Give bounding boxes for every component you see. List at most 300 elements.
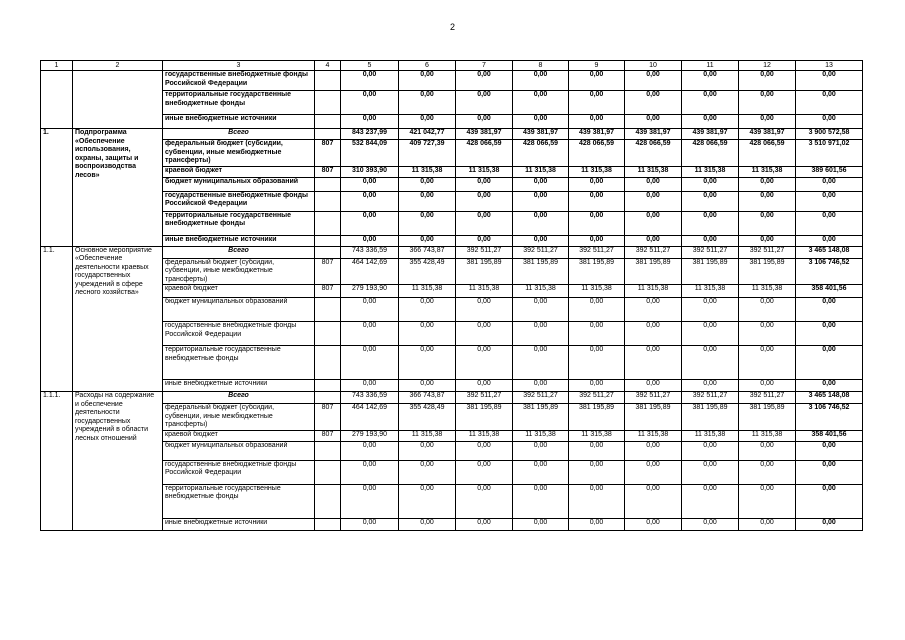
amount-cell: 279 193,90: [341, 430, 399, 441]
amount-cell: 0,00: [682, 211, 739, 235]
amount-cell: 0,00: [739, 177, 796, 191]
budget-code: [315, 484, 341, 518]
amount-cell: 0,00: [682, 322, 739, 346]
amount-cell: 11 315,38: [513, 430, 569, 441]
amount-cell: 0,00: [456, 211, 513, 235]
source-label: федеральный бюджет (субсидии, субвенции, иные межбюджетные трансферты): [163, 404, 315, 431]
amount-cell: 0,00: [682, 518, 739, 530]
amount-cell: 0,00: [625, 177, 682, 191]
amount-cell: 0,00: [625, 380, 682, 392]
table-row: [41, 392, 863, 404]
column-number-header: 4: [315, 61, 341, 71]
amount-cell: 381 195,89: [625, 404, 682, 431]
amount-cell: 392 511,27: [682, 246, 739, 258]
amount-cell: 11 315,38: [569, 166, 625, 177]
item-name-cell: [73, 71, 163, 129]
budget-code: [315, 518, 341, 530]
column-number-header: 2: [73, 61, 163, 71]
amount-cell: 355 428,49: [399, 404, 456, 431]
budget-code: 807: [315, 140, 341, 167]
amount-cell: 11 315,38: [682, 166, 739, 177]
amount-cell: 0,00: [739, 235, 796, 246]
amount-cell: 392 511,27: [739, 246, 796, 258]
budget-code: 807: [315, 285, 341, 298]
budget-code: [315, 115, 341, 129]
amount-cell: 11 315,38: [399, 166, 456, 177]
amount-cell: 392 511,27: [513, 392, 569, 404]
amount-cell: 0,00: [456, 460, 513, 484]
amount-cell: 0,00: [456, 484, 513, 518]
amount-cell: 0,00: [513, 518, 569, 530]
table-row: [41, 258, 863, 285]
amount-cell: 0,00: [341, 441, 399, 460]
page-number: 2: [449, 22, 455, 32]
amount-cell: 439 381,97: [513, 129, 569, 140]
amount-cell: 0,00: [796, 91, 863, 115]
amount-cell: 428 066,59: [682, 140, 739, 167]
source-label: государственные внебюджетные фонды Российской Федерации: [163, 460, 315, 484]
amount-cell: 0,00: [513, 115, 569, 129]
amount-cell: 409 727,39: [399, 140, 456, 167]
amount-cell: 0,00: [569, 298, 625, 322]
column-number-header: 9: [569, 61, 625, 71]
amount-cell: 0,00: [796, 460, 863, 484]
amount-cell: 0,00: [739, 380, 796, 392]
budget-code: [315, 71, 341, 91]
amount-cell: 0,00: [456, 346, 513, 380]
amount-cell: 0,00: [399, 211, 456, 235]
table-row: [41, 140, 863, 167]
amount-cell: 0,00: [569, 460, 625, 484]
table-row: [41, 346, 863, 380]
item-number-cell: [41, 71, 73, 129]
item-number: 1.1.1.: [41, 392, 73, 531]
amount-cell: 11 315,38: [569, 430, 625, 441]
amount-cell: 0,00: [739, 441, 796, 460]
amount-cell: 0,00: [569, 322, 625, 346]
amount-cell: 0,00: [399, 322, 456, 346]
amount-cell: 0,00: [456, 191, 513, 211]
amount-cell: 0,00: [682, 177, 739, 191]
amount-cell: 428 066,59: [456, 140, 513, 167]
amount-cell: 0,00: [796, 441, 863, 460]
table-row: [41, 430, 863, 441]
amount-cell: 381 195,89: [625, 258, 682, 285]
table-row: [41, 115, 863, 129]
amount-cell: 0,00: [513, 460, 569, 484]
table-row: [41, 191, 863, 211]
table-row: [41, 404, 863, 431]
amount-cell: 464 142,69: [341, 404, 399, 431]
amount-cell: 381 195,89: [569, 404, 625, 431]
amount-cell: 0,00: [796, 211, 863, 235]
amount-cell: 0,00: [569, 441, 625, 460]
amount-cell: 0,00: [625, 460, 682, 484]
amount-cell: 389 601,56: [796, 166, 863, 177]
amount-cell: 0,00: [625, 346, 682, 380]
amount-cell: 0,00: [456, 115, 513, 129]
budget-code: [315, 211, 341, 235]
amount-cell: 0,00: [399, 235, 456, 246]
amount-cell: 11 315,38: [456, 430, 513, 441]
amount-cell: 0,00: [739, 322, 796, 346]
amount-cell: 366 743,87: [399, 392, 456, 404]
amount-cell: 0,00: [569, 71, 625, 91]
amount-cell: 0,00: [625, 518, 682, 530]
amount-cell: 0,00: [513, 322, 569, 346]
amount-cell: 0,00: [513, 484, 569, 518]
source-label: иные внебюджетные источники: [163, 115, 315, 129]
amount-cell: 0,00: [625, 71, 682, 91]
amount-cell: 0,00: [399, 115, 456, 129]
amount-cell: 0,00: [341, 177, 399, 191]
table-row: [41, 71, 863, 91]
budget-code: 807: [315, 258, 341, 285]
budget-table: [40, 60, 863, 531]
amount-cell: 0,00: [399, 460, 456, 484]
budget-code: [315, 246, 341, 258]
amount-cell: 0,00: [456, 441, 513, 460]
amount-cell: 0,00: [399, 346, 456, 380]
amount-cell: 428 066,59: [625, 140, 682, 167]
source-label: федеральный бюджет (субсидии, субвенции, иные межбюджетные трансферты): [163, 258, 315, 285]
amount-cell: 381 195,89: [682, 258, 739, 285]
amount-cell: 11 315,38: [739, 430, 796, 441]
amount-cell: 392 511,27: [569, 246, 625, 258]
amount-cell: 0,00: [569, 191, 625, 211]
amount-cell: 0,00: [682, 380, 739, 392]
amount-cell: 0,00: [513, 441, 569, 460]
amount-cell: 0,00: [456, 71, 513, 91]
table-row: [41, 518, 863, 530]
amount-cell: 439 381,97: [569, 129, 625, 140]
amount-cell: 0,00: [569, 115, 625, 129]
amount-cell: 0,00: [399, 298, 456, 322]
budget-code: [315, 91, 341, 115]
amount-cell: 0,00: [796, 346, 863, 380]
source-label: краевой бюджет: [163, 166, 315, 177]
amount-cell: 0,00: [739, 346, 796, 380]
budget-code: [315, 129, 341, 140]
source-label: иные внебюджетные источники: [163, 235, 315, 246]
amount-cell: 0,00: [796, 191, 863, 211]
amount-cell: 381 195,89: [739, 258, 796, 285]
amount-cell: 0,00: [399, 91, 456, 115]
amount-cell: 428 066,59: [739, 140, 796, 167]
amount-cell: 0,00: [625, 115, 682, 129]
amount-cell: 0,00: [399, 441, 456, 460]
amount-cell: 0,00: [399, 71, 456, 91]
amount-cell: 0,00: [739, 91, 796, 115]
amount-cell: 0,00: [682, 460, 739, 484]
header-row: [41, 61, 863, 71]
amount-cell: 0,00: [341, 115, 399, 129]
amount-cell: 366 743,87: [399, 246, 456, 258]
budget-code: [315, 322, 341, 346]
amount-cell: 381 195,89: [456, 404, 513, 431]
column-number-header: 12: [739, 61, 796, 71]
amount-cell: 0,00: [796, 298, 863, 322]
table-row: [41, 166, 863, 177]
amount-cell: 0,00: [682, 235, 739, 246]
amount-cell: 392 511,27: [456, 392, 513, 404]
amount-cell: 0,00: [569, 380, 625, 392]
amount-cell: 0,00: [739, 484, 796, 518]
amount-cell: 3 465 148,08: [796, 246, 863, 258]
amount-cell: 0,00: [796, 322, 863, 346]
source-label: иные внебюджетные источники: [163, 380, 315, 392]
column-number-header: 1: [41, 61, 73, 71]
amount-cell: 0,00: [513, 346, 569, 380]
amount-cell: 0,00: [513, 177, 569, 191]
amount-cell: 743 336,59: [341, 392, 399, 404]
source-label: бюджет муниципальных образований: [163, 441, 315, 460]
amount-cell: 0,00: [796, 115, 863, 129]
amount-cell: 0,00: [399, 191, 456, 211]
source-label: федеральный бюджет (субсидии, субвенции, иные межбюджетные трансферты): [163, 140, 315, 167]
table-row: [41, 211, 863, 235]
amount-cell: 0,00: [456, 380, 513, 392]
amount-cell: 11 315,38: [625, 285, 682, 298]
amount-cell: 11 315,38: [625, 166, 682, 177]
table-row: [41, 460, 863, 484]
budget-code: 807: [315, 430, 341, 441]
amount-cell: 0,00: [796, 484, 863, 518]
amount-cell: 310 393,90: [341, 166, 399, 177]
amount-cell: 11 315,38: [456, 166, 513, 177]
amount-cell: 0,00: [341, 346, 399, 380]
table-row: [41, 91, 863, 115]
total-label: Всего: [163, 129, 315, 140]
amount-cell: 0,00: [739, 71, 796, 91]
item-name: Подпрограмма «Обеспечение использования, охраны, защиты и воспроизводства лесов»: [73, 129, 163, 247]
amount-cell: 11 315,38: [399, 430, 456, 441]
amount-cell: 392 511,27: [456, 246, 513, 258]
amount-cell: 0,00: [625, 191, 682, 211]
amount-cell: 0,00: [625, 441, 682, 460]
amount-cell: 0,00: [796, 518, 863, 530]
amount-cell: 11 315,38: [513, 285, 569, 298]
table-row: [41, 441, 863, 460]
amount-cell: 0,00: [682, 115, 739, 129]
budget-code: 807: [315, 166, 341, 177]
table-row: [41, 129, 863, 140]
amount-cell: 428 066,59: [569, 140, 625, 167]
source-label: территориальные государственные внебюджетные фонды: [163, 346, 315, 380]
budget-code: [315, 441, 341, 460]
source-label: государственные внебюджетные фонды Российской Федерации: [163, 71, 315, 91]
item-name: Расходы на содержание и обеспечение деятельности государственных учреждений в области лесных отношений: [73, 392, 163, 531]
amount-cell: 0,00: [569, 177, 625, 191]
table-row: [41, 298, 863, 322]
amount-cell: 0,00: [513, 380, 569, 392]
amount-cell: 3 900 572,58: [796, 129, 863, 140]
amount-cell: 0,00: [739, 211, 796, 235]
amount-cell: 0,00: [569, 484, 625, 518]
amount-cell: 358 401,56: [796, 285, 863, 298]
table-body: [41, 61, 863, 531]
amount-cell: 0,00: [569, 518, 625, 530]
amount-cell: 392 511,27: [569, 392, 625, 404]
amount-cell: 0,00: [399, 177, 456, 191]
amount-cell: 0,00: [341, 71, 399, 91]
amount-cell: 0,00: [682, 441, 739, 460]
table-row: [41, 177, 863, 191]
amount-cell: 11 315,38: [739, 166, 796, 177]
amount-cell: 358 401,56: [796, 430, 863, 441]
amount-cell: 0,00: [399, 518, 456, 530]
amount-cell: 381 195,89: [569, 258, 625, 285]
item-number: 1.: [41, 129, 73, 247]
amount-cell: 0,00: [682, 298, 739, 322]
amount-cell: 0,00: [341, 518, 399, 530]
amount-cell: 3 510 971,02: [796, 140, 863, 167]
source-label: территориальные государственные внебюджетные фонды: [163, 211, 315, 235]
amount-cell: 0,00: [625, 322, 682, 346]
amount-cell: 0,00: [682, 191, 739, 211]
amount-cell: 392 511,27: [682, 392, 739, 404]
budget-code: [315, 346, 341, 380]
amount-cell: 439 381,97: [625, 129, 682, 140]
amount-cell: 381 195,89: [513, 258, 569, 285]
amount-cell: 0,00: [456, 298, 513, 322]
table-row: [41, 285, 863, 298]
amount-cell: 355 428,49: [399, 258, 456, 285]
amount-cell: 279 193,90: [341, 285, 399, 298]
amount-cell: 0,00: [513, 71, 569, 91]
amount-cell: 0,00: [341, 380, 399, 392]
amount-cell: 381 195,89: [739, 404, 796, 431]
amount-cell: 11 315,38: [739, 285, 796, 298]
amount-cell: 0,00: [739, 115, 796, 129]
source-label: территориальные государственные внебюджетные фонды: [163, 484, 315, 518]
amount-cell: 421 042,77: [399, 129, 456, 140]
amount-cell: 0,00: [456, 91, 513, 115]
amount-cell: 0,00: [341, 460, 399, 484]
amount-cell: 11 315,38: [625, 430, 682, 441]
table-row: [41, 235, 863, 246]
source-label: государственные внебюджетные фонды Российской Федерации: [163, 322, 315, 346]
amount-cell: 0,00: [569, 211, 625, 235]
amount-cell: 392 511,27: [739, 392, 796, 404]
item-number: 1.1.: [41, 246, 73, 392]
amount-cell: 0,00: [739, 518, 796, 530]
budget-code: 807: [315, 404, 341, 431]
source-label: краевой бюджет: [163, 430, 315, 441]
column-number-header: 13: [796, 61, 863, 71]
amount-cell: 11 315,38: [569, 285, 625, 298]
item-name: Основное мероприятие «Обеспечение деятельности краевых государственных учреждений в сфере лесного хозяйства»: [73, 246, 163, 392]
amount-cell: 0,00: [569, 346, 625, 380]
amount-cell: 464 142,69: [341, 258, 399, 285]
column-number-header: 10: [625, 61, 682, 71]
amount-cell: 0,00: [625, 211, 682, 235]
table-row: [41, 484, 863, 518]
amount-cell: 0,00: [682, 484, 739, 518]
source-label: бюджет муниципальных образований: [163, 177, 315, 191]
amount-cell: 0,00: [682, 71, 739, 91]
amount-cell: 0,00: [341, 484, 399, 518]
amount-cell: 0,00: [399, 380, 456, 392]
column-number-header: 5: [341, 61, 399, 71]
amount-cell: 0,00: [625, 235, 682, 246]
amount-cell: 0,00: [341, 298, 399, 322]
amount-cell: 3 106 746,52: [796, 258, 863, 285]
amount-cell: 0,00: [682, 346, 739, 380]
amount-cell: 392 511,27: [513, 246, 569, 258]
amount-cell: 0,00: [625, 91, 682, 115]
total-label: Всего: [163, 392, 315, 404]
amount-cell: 428 066,59: [513, 140, 569, 167]
budget-code: [315, 235, 341, 246]
table-row: [41, 246, 863, 258]
source-label: государственные внебюджетные фонды Российской Федерации: [163, 191, 315, 211]
amount-cell: 439 381,97: [682, 129, 739, 140]
amount-cell: 0,00: [399, 484, 456, 518]
total-label: Всего: [163, 246, 315, 258]
amount-cell: 0,00: [341, 211, 399, 235]
column-number-header: 8: [513, 61, 569, 71]
column-number-header: 11: [682, 61, 739, 71]
amount-cell: 0,00: [513, 298, 569, 322]
amount-cell: 0,00: [456, 518, 513, 530]
amount-cell: 0,00: [739, 298, 796, 322]
amount-cell: 392 511,27: [625, 392, 682, 404]
source-label: бюджет муниципальных образований: [163, 298, 315, 322]
amount-cell: 11 315,38: [456, 285, 513, 298]
budget-code: [315, 191, 341, 211]
amount-cell: 0,00: [796, 235, 863, 246]
amount-cell: 0,00: [739, 191, 796, 211]
amount-cell: 0,00: [513, 235, 569, 246]
amount-cell: 439 381,97: [739, 129, 796, 140]
amount-cell: 0,00: [796, 380, 863, 392]
amount-cell: 0,00: [456, 322, 513, 346]
amount-cell: 381 195,89: [456, 258, 513, 285]
amount-cell: 0,00: [569, 235, 625, 246]
amount-cell: 0,00: [625, 484, 682, 518]
amount-cell: 0,00: [796, 71, 863, 91]
amount-cell: 3 465 148,08: [796, 392, 863, 404]
source-label: иные внебюджетные источники: [163, 518, 315, 530]
amount-cell: 11 315,38: [513, 166, 569, 177]
amount-cell: 439 381,97: [456, 129, 513, 140]
source-label: территориальные государственные внебюджетные фонды: [163, 91, 315, 115]
amount-cell: 0,00: [341, 235, 399, 246]
amount-cell: 11 315,38: [399, 285, 456, 298]
column-number-header: 3: [163, 61, 315, 71]
budget-code: [315, 380, 341, 392]
amount-cell: 0,00: [456, 177, 513, 191]
table-row: [41, 322, 863, 346]
amount-cell: 392 511,27: [625, 246, 682, 258]
budget-code: [315, 177, 341, 191]
amount-cell: 743 336,59: [341, 246, 399, 258]
column-number-header: 6: [399, 61, 456, 71]
budget-code: [315, 392, 341, 404]
amount-cell: 0,00: [513, 91, 569, 115]
amount-cell: 0,00: [625, 298, 682, 322]
amount-cell: 0,00: [456, 235, 513, 246]
amount-cell: 0,00: [341, 91, 399, 115]
amount-cell: 0,00: [513, 191, 569, 211]
amount-cell: 0,00: [341, 191, 399, 211]
amount-cell: 3 106 746,52: [796, 404, 863, 431]
source-label: краевой бюджет: [163, 285, 315, 298]
amount-cell: 11 315,38: [682, 285, 739, 298]
amount-cell: 0,00: [341, 322, 399, 346]
column-number-header: 7: [456, 61, 513, 71]
